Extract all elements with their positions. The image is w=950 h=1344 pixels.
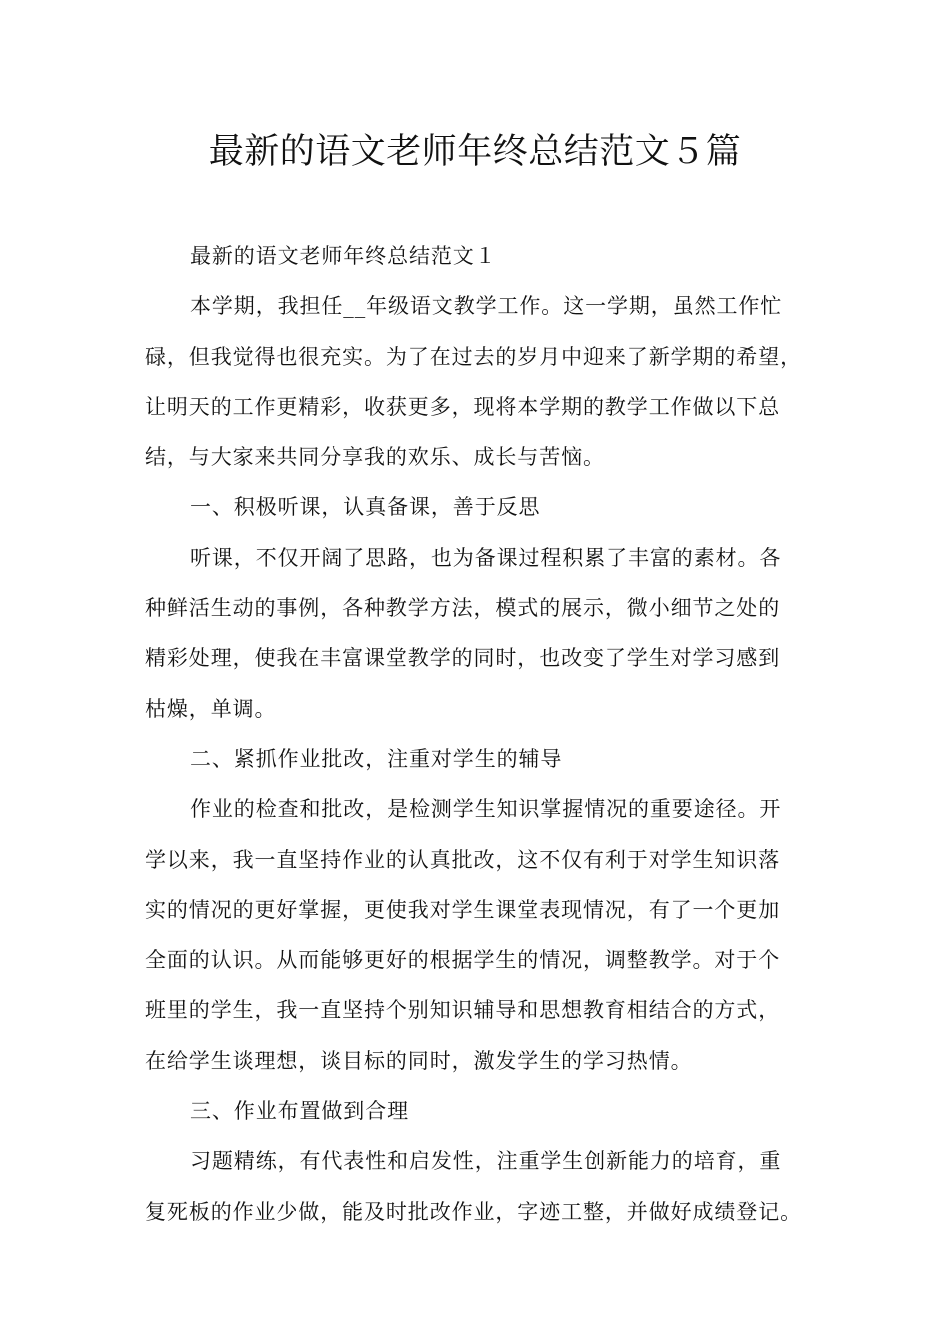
text-line: 精彩处理，使我在丰富课堂教学的同时，也改变了学生对学习感到	[145, 646, 781, 671]
text-line: 结，与大家来共同分享我的欢乐、成长与苦恼。	[145, 445, 605, 470]
text-line: 碌，但我觉得也很充实。为了在过去的岁月中迎来了新学期的希望，	[145, 344, 802, 369]
text-line: 学以来，我一直坚持作业的认真批改，这不仅有利于对学生知识落	[145, 847, 781, 872]
text-line: 种鲜活生动的事例，各种教学方法，模式的展示，微小细节之处的	[145, 596, 781, 621]
text-line: 习题精练，有代表性和启发性，注重学生创新能力的培育，重	[190, 1149, 782, 1174]
text-line: 三、作业布置做到合理	[190, 1099, 409, 1124]
document-body	[145, 231, 815, 1237]
text-line: 全面的认识。从而能够更好的根据学生的情况，调整教学。对于个	[145, 948, 781, 973]
text-line: 班里的学生，我一直坚持个别知识辅导和思想教育相结合的方式，	[145, 998, 781, 1023]
document-title: 最新的语文老师年终总结范文５篇	[208, 132, 742, 172]
text-line: 作业的检查和批改，是检测学生知识掌握情况的重要途径。开	[190, 797, 782, 822]
text-line: 让明天的工作更精彩，收获更多，现将本学期的教学工作做以下总	[145, 394, 781, 419]
text-line: 听课，不仅开阔了思路，也为备课过程积累了丰富的素材。各	[190, 545, 782, 570]
text-line: 复死板的作业少做，能及时批改作业，字迹工整，并做好成绩登记。	[145, 1199, 802, 1224]
text-line: 实的情况的更好掌握，更使我对学生课堂表现情况，有了一个更加	[145, 897, 781, 922]
text-line: 在给学生谈理想，谈目标的同时，激发学生的学习热情。	[145, 1048, 693, 1073]
text-line: 枯燥，单调。	[145, 696, 277, 721]
text-line: 本学期，我担任__年级语文教学工作。这一学期，虽然工作忙	[190, 294, 783, 319]
text-line: 最新的语文老师年终总结范文１	[190, 244, 497, 268]
text-line: 二、紧抓作业批改，注重对学生的辅导	[190, 746, 563, 771]
text-line: 一、积极听课，认真备课，善于反思	[190, 495, 541, 520]
